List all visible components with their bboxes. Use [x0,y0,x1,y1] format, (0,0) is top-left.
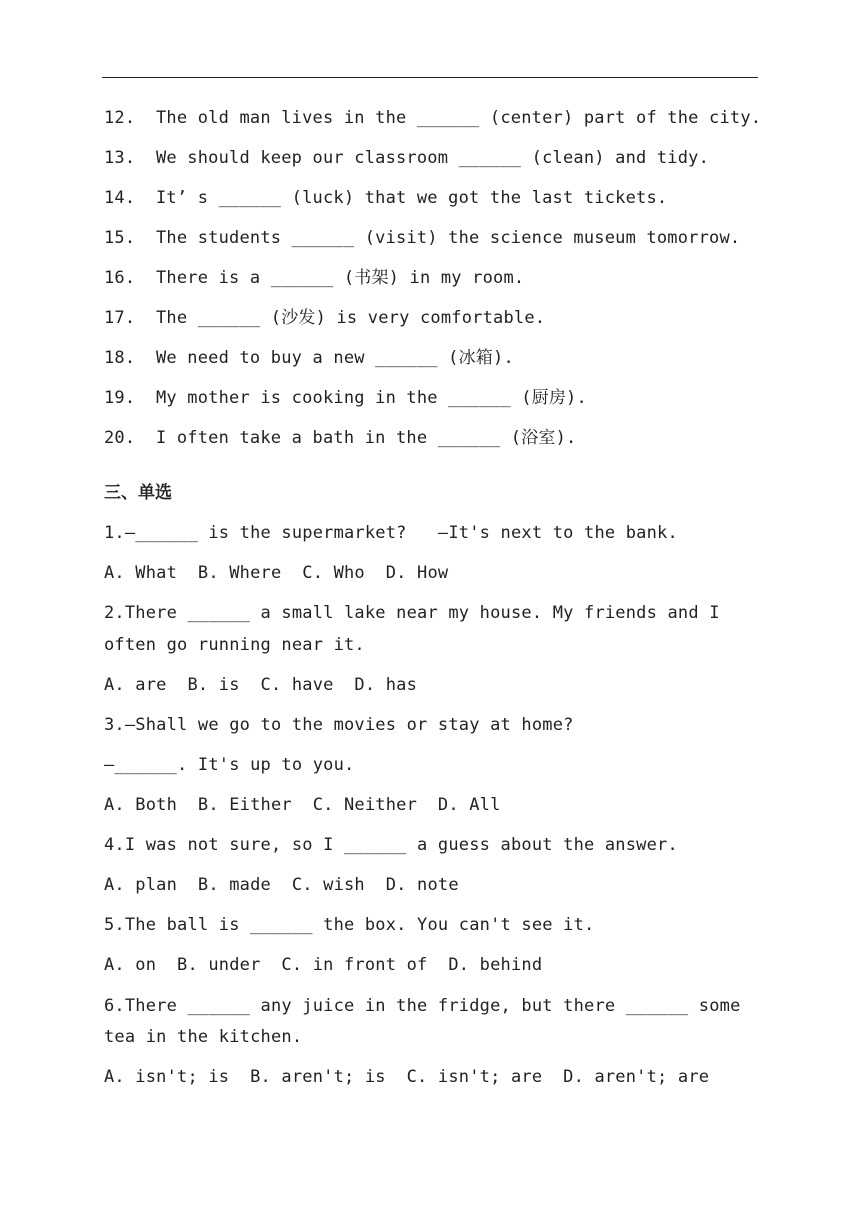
question-3-options: A. Both B. Either C. Neither D. All [104,795,501,815]
item-text: I often take a bath in the ______ (浴室). [156,428,577,448]
question-5-options: A. on B. under C. in front of D. behind [104,955,543,975]
item-text: We need to buy a new ______ (冰箱). [156,348,514,368]
question-5-stem: 5.The ball is ______ the box. You can't see it. [104,915,595,935]
question-4-options: A. plan B. made C. wish D. note [104,875,459,895]
fill-item-15 [104,226,740,250]
question-2-options: A. are B. is C. have D. has [104,675,418,695]
fill-item-19 [104,386,587,410]
question-2-stem: 2.There ______ a small lake near my house. My friends and I [104,603,720,623]
item-text: The old man lives in the ______ (center) part of the city. [156,108,762,128]
item-number: 17. [104,308,136,328]
question-3-stem: 3.—Shall we go to the movies or stay at home? [104,715,574,735]
question-1-stem: 1.—______ is the supermarket? —It's next to the bank. [104,523,678,543]
item-number: 18. [104,348,136,368]
question-6-stem: 6.There ______ any juice in the fridge, but there ______ some [104,996,741,1016]
question-6-stem-cont: tea in the kitchen. [104,1027,303,1047]
fill-item-18 [104,346,514,370]
item-text: The students ______ (visit) the science museum tomorrow. [156,228,741,248]
question-2-stem-cont: often go running near it. [104,635,365,655]
item-number: 16. [104,268,136,288]
question-6-options: A. isn't; is B. aren't; is C. isn't; are D. aren't; are [104,1067,710,1087]
question-4-stem: 4.I was not sure, so I ______ a guess about the answer. [104,835,678,855]
item-number: 19. [104,388,136,408]
section-heading: 三、单选 [104,483,172,503]
question-1-options: A. What B. Where C. Who D. How [104,563,449,583]
header-rule [102,77,758,78]
item-text: There is a ______ (书架) in my room. [156,268,525,288]
fill-item-12 [104,106,761,130]
question-3-reply: —______. It's up to you. [104,755,355,775]
fill-item-13 [104,146,709,170]
item-text: The ______ (沙发) is very comfortable. [156,308,546,328]
item-number: 12. [104,108,136,128]
item-text: We should keep our classroom ______ (clean) and tidy. [156,148,710,168]
fill-item-20 [104,426,577,450]
item-number: 13. [104,148,136,168]
fill-item-16 [104,266,524,290]
item-text: It’ s ______ (luck) that we got the last tickets. [156,188,668,208]
item-number: 20. [104,428,136,448]
item-number: 14. [104,188,136,208]
fill-item-14 [104,186,667,210]
fill-item-17 [104,306,545,330]
item-text: My mother is cooking in the ______ (厨房). [156,388,587,408]
item-number: 15. [104,228,136,248]
